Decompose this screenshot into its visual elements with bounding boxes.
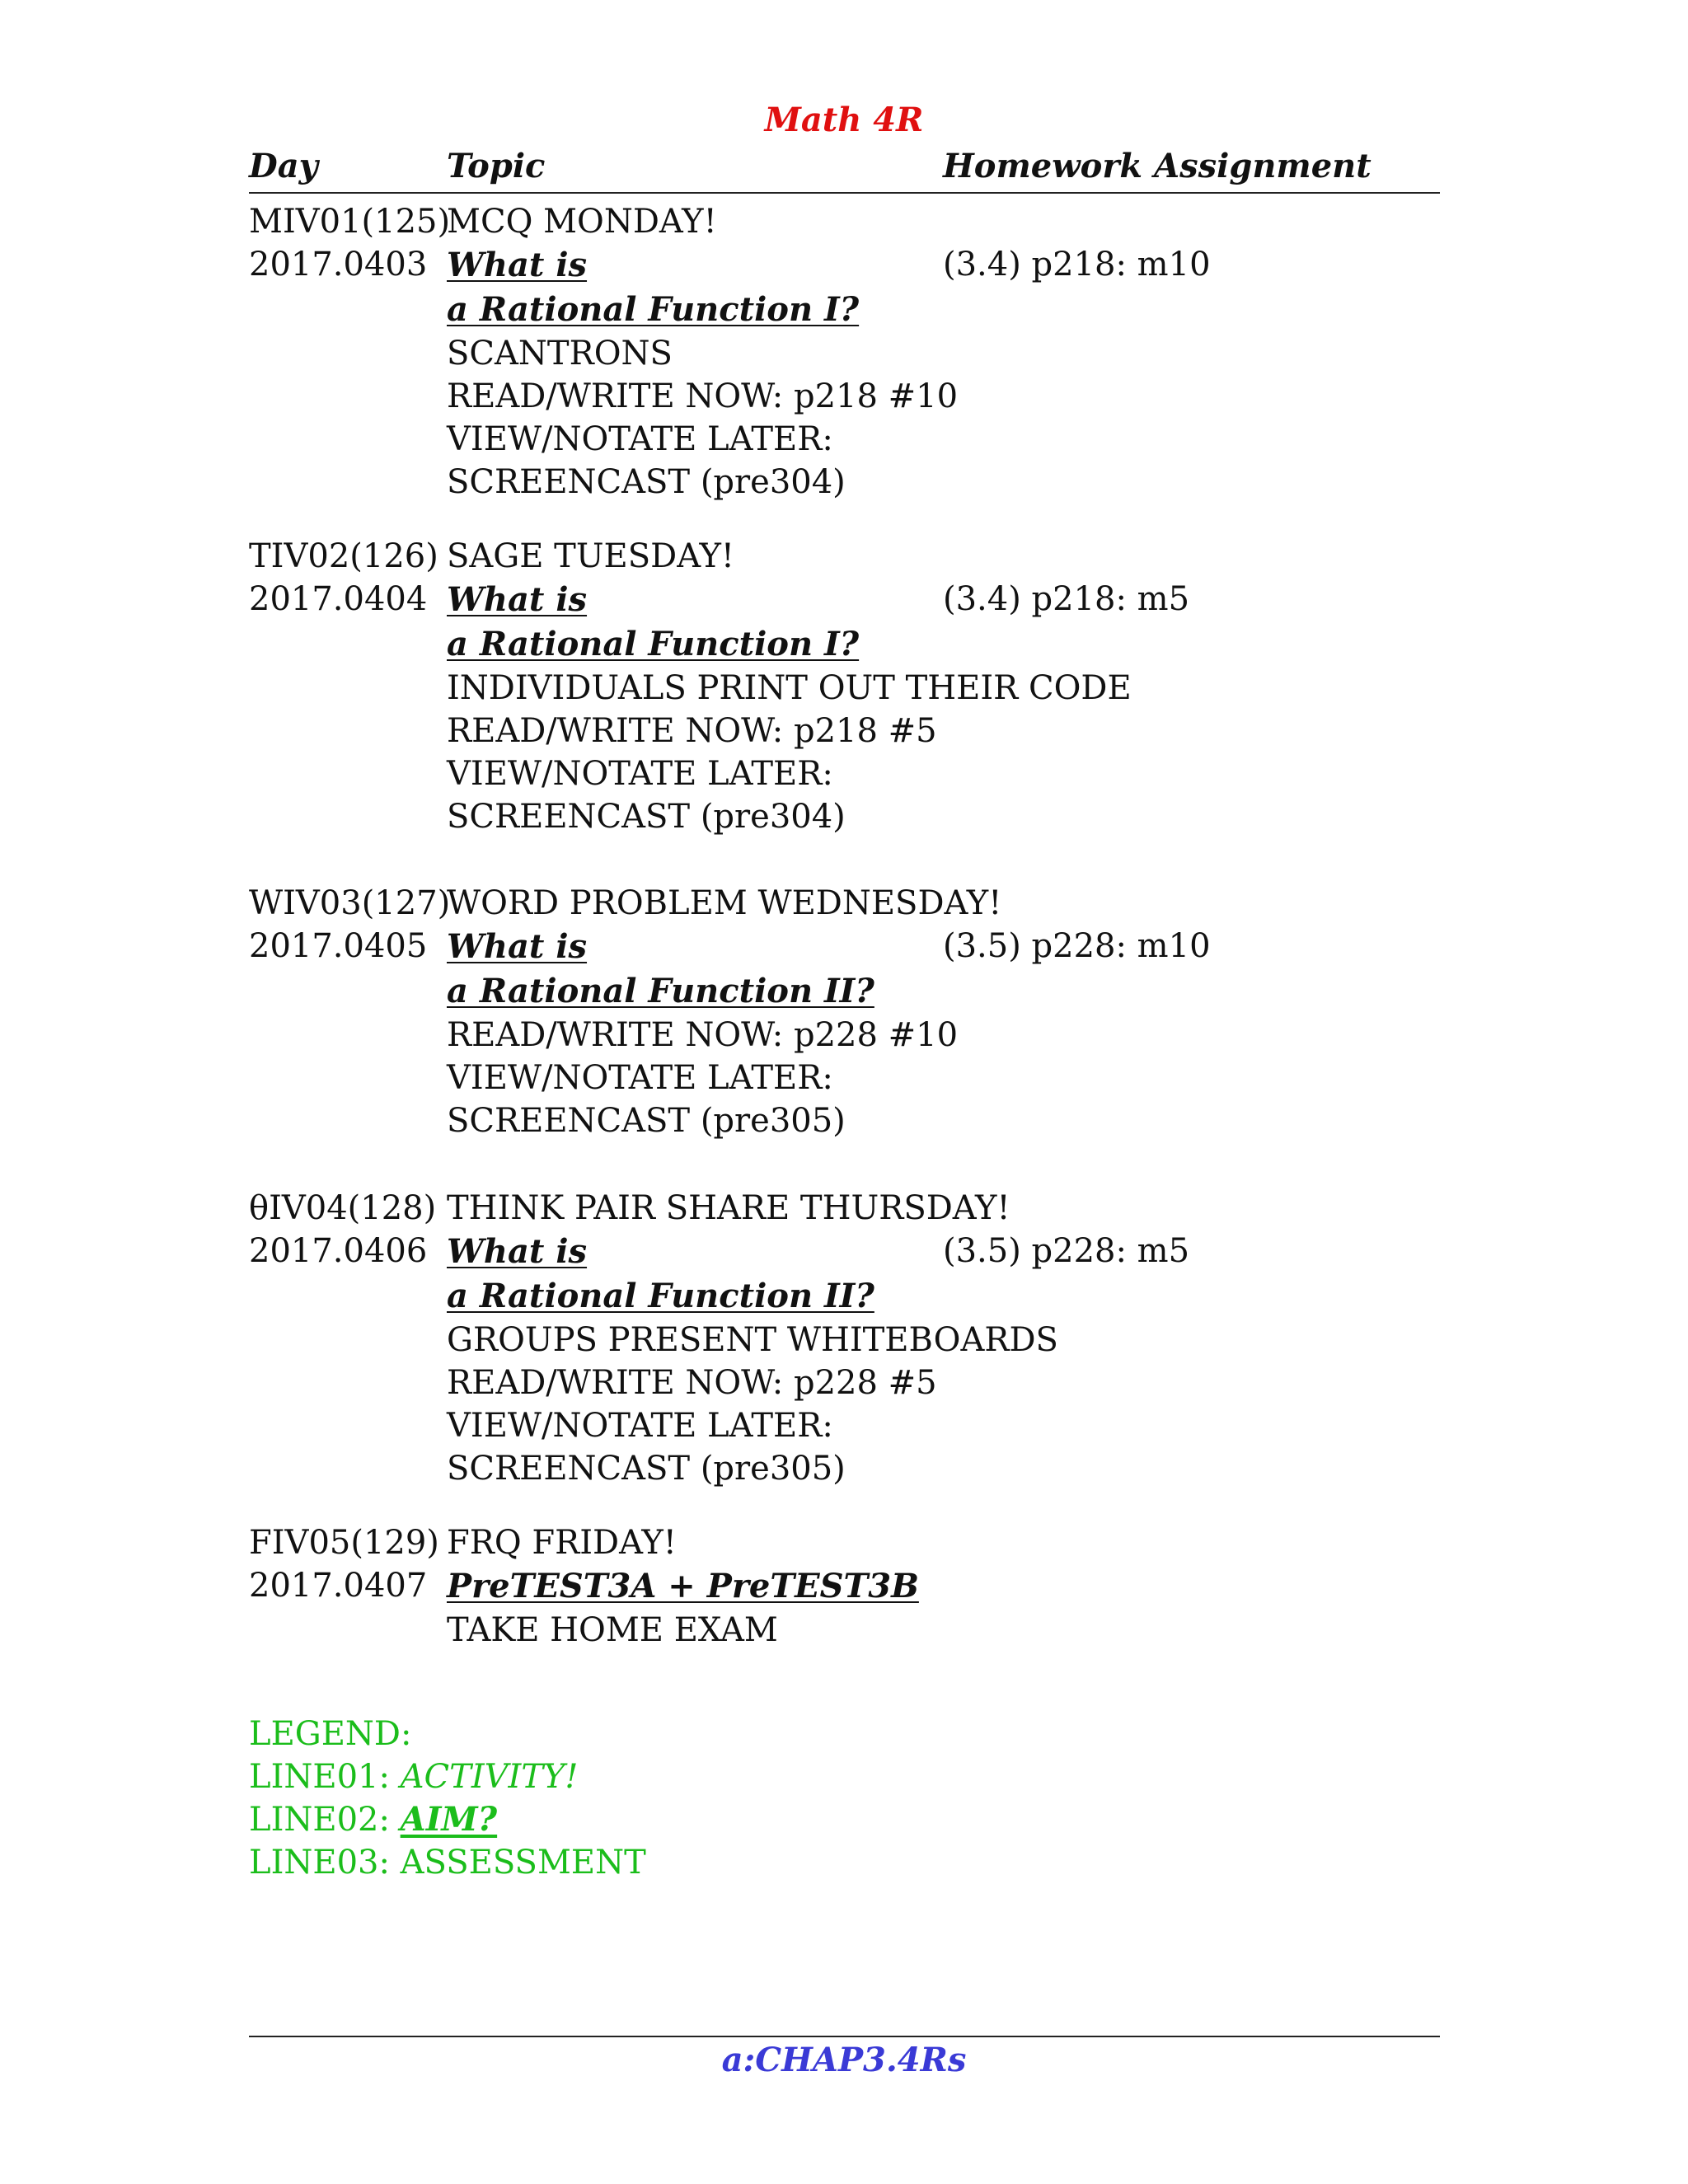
aim-line: a Rational Function I?	[447, 625, 860, 663]
detail-line: READ/WRITE NOW: p228 #10	[447, 1016, 959, 1054]
legend-heading: LEGEND:	[249, 1715, 412, 1753]
legend-label: LINE01:	[249, 1758, 401, 1796]
legend-line-assessment: LINE03: ASSESSMENT	[249, 1844, 646, 1882]
detail-line: READ/WRITE NOW: p218 #5	[447, 712, 937, 750]
detail-line: SCREENCAST (pre304)	[447, 463, 846, 501]
legend-aim-sample: AIM?	[400, 1800, 498, 1839]
homework-cell: (3.5) p228: m10	[943, 927, 1211, 965]
legend	[249, 1713, 646, 1884]
homework-cell: (3.4) p218: m10	[943, 246, 1211, 284]
aim-line: a Rational Function II?	[447, 1277, 874, 1315]
day-cell	[249, 1187, 447, 1272]
day-code: MIV01(125)	[249, 203, 451, 241]
aim-line: What is	[447, 927, 588, 966]
page-title: Math 4R	[764, 101, 924, 139]
topic-cell	[447, 1521, 941, 1652]
detail-line: SCREENCAST (pre305)	[447, 1102, 846, 1140]
legend-line-aim	[249, 1798, 646, 1841]
activity-line: THINK PAIR SHARE THURSDAY!	[447, 1189, 1010, 1227]
detail-line: READ/WRITE NOW: p228 #5	[447, 1364, 937, 1402]
topic-cell	[447, 882, 1002, 1142]
activity-line: MCQ MONDAY!	[447, 203, 717, 241]
day-date: 2017.0407	[249, 1567, 428, 1605]
aim-line: a Rational Function II?	[447, 972, 874, 1010]
detail-line: READ/WRITE NOW: p218 #10	[447, 377, 959, 415]
day-date: 2017.0404	[249, 580, 428, 618]
detail-line: TAKE HOME EXAM	[447, 1611, 778, 1649]
detail-line: VIEW/NOTATE LATER:	[447, 1059, 833, 1097]
day-cell	[249, 200, 451, 286]
day-column-header: Day	[249, 147, 318, 185]
legend-label: LINE02:	[249, 1801, 401, 1839]
detail-line: SCANTRONS	[447, 335, 673, 373]
day-cell	[249, 535, 447, 621]
footer-label: a:CHAP3.4Rs	[721, 2041, 967, 2079]
detail-line: VIEW/NOTATE LATER:	[447, 420, 833, 458]
aim-line: What is	[447, 1232, 588, 1271]
day-code: θIV04(128)	[249, 1189, 437, 1227]
aim-line: PreTEST3A + PreTEST3B	[447, 1567, 919, 1605]
day-code: TIV02(126)	[249, 537, 438, 575]
homework-cell: (3.4) p218: m5	[943, 580, 1190, 618]
detail-line: GROUPS PRESENT WHITEBOARDS	[447, 1321, 1058, 1359]
day-code: WIV03(127)	[249, 884, 451, 922]
header-divider	[249, 192, 1440, 194]
aim-line: What is	[447, 580, 588, 619]
homework-cell: (3.5) p228: m5	[943, 1232, 1190, 1270]
topic-cell	[447, 200, 959, 504]
detail-line: VIEW/NOTATE LATER:	[447, 755, 833, 793]
day-date: 2017.0406	[249, 1232, 428, 1270]
detail-line: INDIVIDUALS PRINT OUT THEIR CODE	[447, 669, 1132, 707]
topic-column-header: Topic	[447, 147, 546, 185]
day-date: 2017.0403	[249, 246, 428, 284]
detail-line: VIEW/NOTATE LATER:	[447, 1407, 833, 1445]
topic-cell	[447, 1187, 1058, 1490]
detail-line: SCREENCAST (pre304)	[447, 798, 846, 836]
day-cell	[249, 1521, 447, 1607]
aim-line: What is	[447, 246, 588, 284]
day-code: FIV05(129)	[249, 1524, 439, 1562]
day-cell	[249, 882, 451, 968]
homework-column-header: Homework Assignment	[943, 147, 1372, 185]
activity-line: WORD PROBLEM WEDNESDAY!	[447, 884, 1002, 922]
legend-activity-sample: ACTIVITY!	[400, 1758, 579, 1796]
legend-line-activity	[249, 1755, 646, 1798]
detail-line: SCREENCAST (pre305)	[447, 1450, 846, 1488]
day-date: 2017.0405	[249, 927, 428, 965]
activity-line: FRQ FRIDAY!	[447, 1524, 677, 1562]
aim-line: a Rational Function I?	[447, 290, 860, 329]
activity-line: SAGE TUESDAY!	[447, 537, 734, 575]
